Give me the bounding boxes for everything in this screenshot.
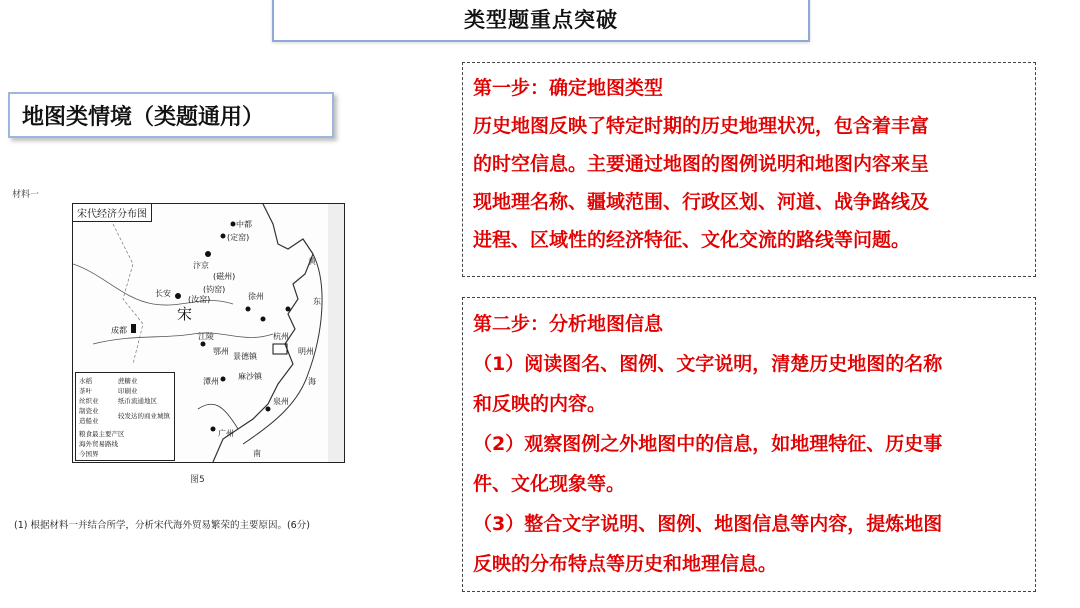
map-label-song: 宋 [177, 305, 193, 323]
step1-line: 的时空信息。主要通过地图的图例说明和地图内容来呈 [473, 153, 930, 175]
legend-item: 纸币流通地区 [118, 397, 157, 405]
border-line [113, 224, 143, 364]
step2-line: 和反映的内容。 [473, 393, 607, 415]
map-label-nan: 南 [253, 449, 261, 458]
map-label-hangzhou: 杭州 [273, 332, 289, 341]
step1-box [462, 62, 1036, 277]
material-label: 材料一 [12, 190, 40, 200]
legend-item: 水稻 [79, 377, 92, 385]
legend-item: 丝织业 [79, 397, 99, 405]
legend-item: 海外贸易路线 [79, 440, 118, 448]
map-label-hai: 海 [308, 377, 316, 386]
step1-line: 现地理名称、疆域范围、行政区划、河道、战争路线及 [473, 191, 930, 213]
legend-item: 粮食最主要产区 [79, 430, 125, 438]
map-title: 宋代经济分布图 [73, 204, 152, 222]
step2-line: 件、文化现象等。 [473, 473, 626, 495]
map-label-chengdu: 成都 [111, 326, 127, 335]
city-dot [246, 307, 251, 312]
map-label-cizhou: (磁州) [213, 272, 236, 281]
map-label-guangzhou: 广州 [218, 429, 234, 438]
map-label-ezhou: 鄂州 [213, 347, 229, 356]
map-label-huang: 黄 [308, 257, 316, 266]
slide-title: 类型题重点突破 [464, 8, 618, 32]
legend-item: 茶叶 [79, 387, 92, 395]
step1-line: 进程、区域性的经济特征、文化交流的路线等问题。 [473, 229, 911, 251]
city-dot [221, 234, 226, 239]
step2-line: 反映的分布特点等历史和地理信息。 [473, 553, 778, 575]
city-dot [175, 293, 181, 299]
step2-box [462, 297, 1036, 592]
legend-item: 印刷业 [118, 387, 138, 395]
legend-item: 较发达的商业城镇 [118, 412, 170, 420]
map-label-dong: 东 [313, 297, 321, 306]
step2-heading: 第二步：分析地图信息 [473, 313, 664, 335]
city-dot [286, 307, 291, 312]
step2-line: （2）观察图例之外地图中的信息，如地理特征、历史事 [473, 433, 943, 455]
map-label-mingzhou: 明州 [298, 347, 314, 356]
city-dot [205, 251, 211, 257]
map-label-tanzhou: 潭州 [203, 377, 219, 386]
step1-body [473, 107, 1025, 259]
legend-item: 造船业 [79, 417, 99, 425]
legend-item: 制瓷业 [79, 407, 99, 415]
step1-heading: 第一步：确定地图类型 [473, 77, 664, 99]
map-label-xuzhou: 徐州 [248, 292, 264, 301]
map-label-quanzhou: 泉州 [273, 397, 289, 406]
map-label-dingyao: (定窑) [227, 233, 250, 242]
hangzhou-marker [273, 344, 287, 354]
map-label-bianjing: 汴京 [193, 261, 209, 270]
city-dot [221, 377, 226, 382]
figure-caption: 图5 [190, 475, 205, 485]
city-dot [231, 222, 236, 227]
map-label-zhongdu: 中都 [236, 220, 252, 229]
question-text: (1) 根据材料一并结合所学，分析宋代海外贸易繁荣的主要原因。(6分) [14, 520, 310, 531]
legend-item: 今国界 [79, 450, 99, 458]
section-label-box [8, 92, 334, 138]
city-dot [211, 427, 216, 432]
city-dot [201, 342, 206, 347]
step2-body [473, 344, 1025, 584]
city-dot [266, 407, 271, 412]
sea-area [328, 204, 344, 462]
coastline [213, 204, 313, 462]
section-label: 地图类情境（类题通用） [22, 104, 265, 130]
step1-line: 历史地图反映了特定时期的历史地理状况，包含着丰富 [473, 115, 930, 137]
city-dot [261, 317, 266, 322]
step2-line: （3）整合文字说明、图例、地图信息等内容，提炼地图 [473, 513, 943, 535]
map-label-ruyao: (汝窑) [188, 295, 211, 304]
map-label-jingdezhen: 景德镇 [233, 352, 257, 361]
song-economy-map [72, 203, 345, 463]
step2-line: （1）阅读图名、图例、文字说明，清楚历史地图的名称 [473, 353, 943, 375]
map-label-junyao: (钧窑) [203, 285, 226, 294]
slide-title-box [272, 0, 810, 42]
legend-item: 蔗糖业 [118, 377, 138, 385]
map-label-ma: 麻沙镇 [238, 372, 262, 381]
map-label-jiangling: 江陵 [198, 332, 214, 341]
paper-money-icon [131, 324, 136, 333]
map-label-changan: 长安 [155, 289, 171, 298]
inner-route [198, 404, 238, 429]
map-legend [75, 372, 175, 461]
